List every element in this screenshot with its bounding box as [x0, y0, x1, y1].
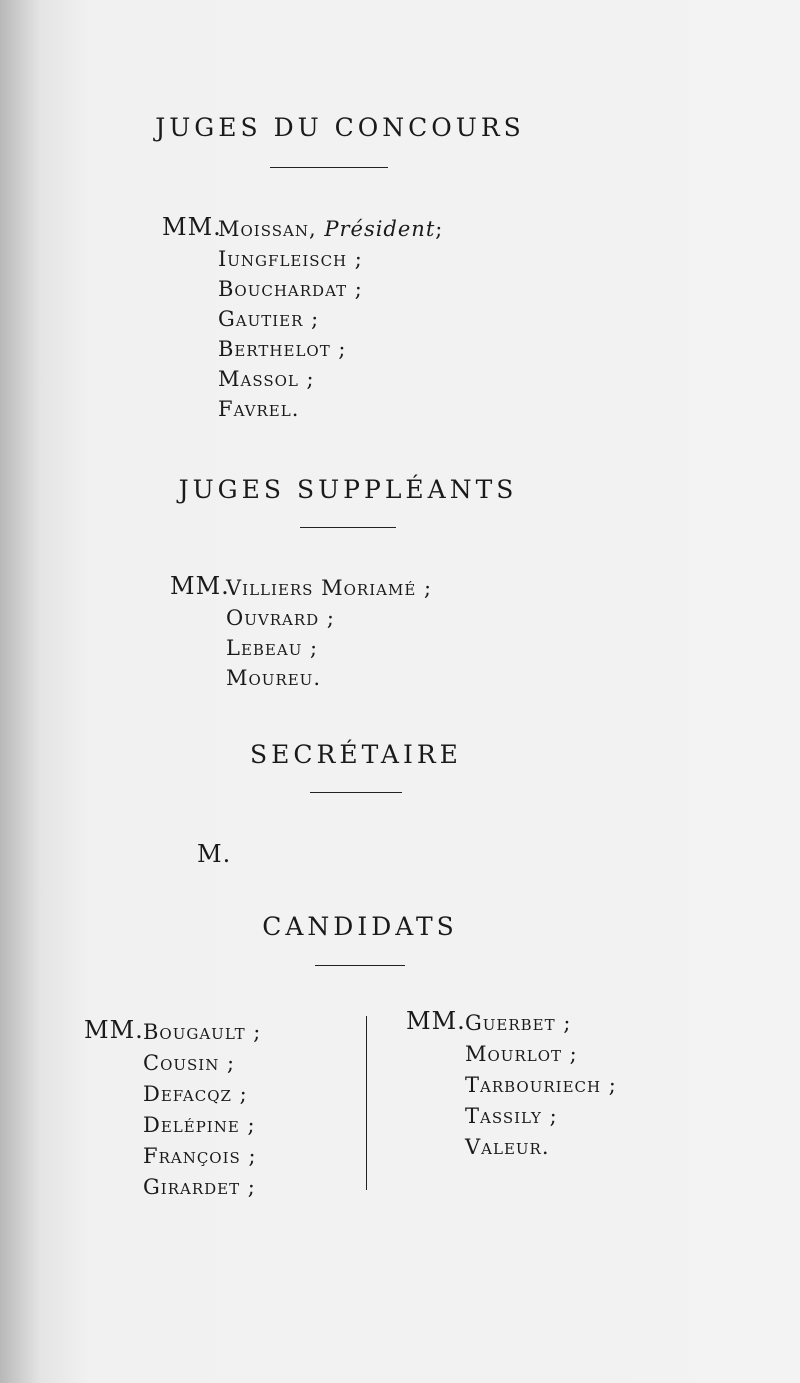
candidats-left-name-5: François ;	[143, 1144, 257, 1168]
secretaire-rule	[310, 792, 402, 793]
candidats-left-name-4: Delépine ;	[143, 1113, 256, 1137]
juges-name-4: Berthelot ;	[218, 337, 347, 361]
juges-prefix: MM.	[162, 213, 222, 241]
juges-name-1: Iungfleisch ;	[218, 247, 363, 271]
president-title: Président	[324, 217, 436, 241]
juges-name-5: Massol ;	[218, 367, 315, 391]
candidats-heading: CANDIDATS	[262, 912, 458, 941]
candidats-right-list	[465, 1008, 617, 1163]
candidats-right-name-3: Tarbouriech ;	[465, 1073, 617, 1097]
juges-heading: JUGES DU CONCOURS	[155, 113, 525, 142]
candidats-left-name-6: Girardet ;	[143, 1175, 256, 1199]
candidats-right-prefix: MM.	[406, 1007, 466, 1035]
candidats-right-name-1: Guerbet ;	[465, 1011, 572, 1035]
candidats-right-name-2: Mourlot ;	[465, 1042, 578, 1066]
candidats-rule	[315, 965, 405, 966]
juges-name-2: Bouchardat ;	[218, 277, 363, 301]
suppleants-name-4: Moureu.	[226, 666, 322, 690]
candidats-left-list	[143, 1017, 261, 1203]
juges-name-6: Favrel.	[218, 397, 300, 421]
suppleants-name-3: Lebeau ;	[226, 636, 319, 660]
candidats-right-name-4: Tassily ;	[465, 1104, 558, 1128]
juges-rule	[270, 167, 388, 168]
suppleants-name-2: Ouvrard ;	[226, 606, 335, 630]
juges-name-3: Gautier ;	[218, 307, 320, 331]
juges-president	[218, 214, 443, 244]
candidats-right-name-5: Valeur.	[465, 1135, 550, 1159]
suppleants-rule	[300, 527, 396, 528]
president-name: Moissan,	[218, 217, 317, 241]
candidats-left-name-2: Cousin ;	[143, 1051, 236, 1075]
column-divider	[366, 1016, 367, 1190]
candidats-left-prefix: MM.	[84, 1016, 144, 1044]
suppleants-prefix: MM.	[170, 572, 230, 600]
secretaire-prefix: M.	[197, 840, 232, 868]
juges-list	[218, 214, 443, 424]
secretaire-heading: SECRÉTAIRE	[250, 740, 462, 769]
candidats-left-name-3: Defacqz ;	[143, 1082, 248, 1106]
suppleants-name-1: Villiers Moriamé ;	[226, 576, 433, 600]
candidats-left-name-1: Bougault ;	[143, 1020, 262, 1044]
suppleants-heading: JUGES SUPPLÉANTS	[178, 475, 518, 504]
suppleants-list	[226, 573, 432, 693]
president-punct: ;	[435, 217, 444, 241]
